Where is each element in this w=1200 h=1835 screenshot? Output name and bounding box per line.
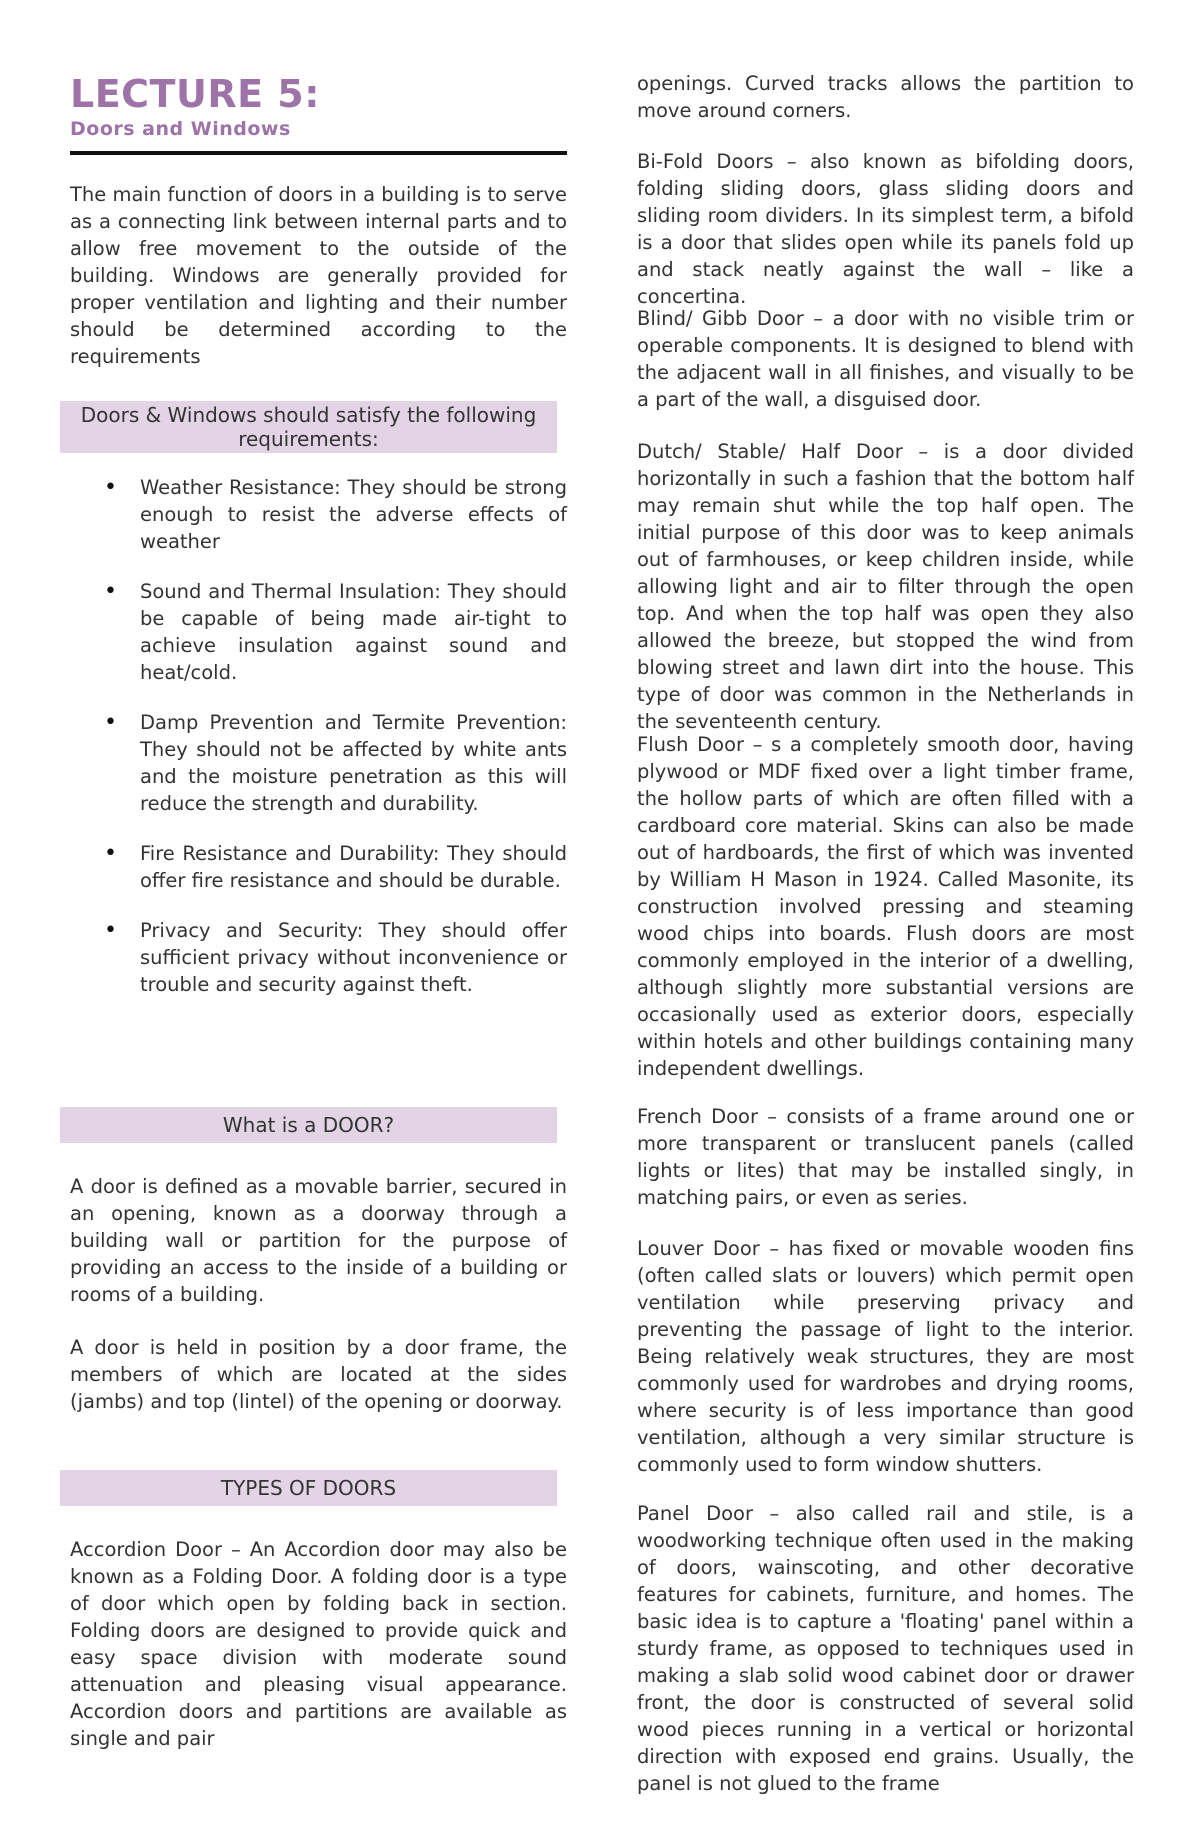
requirements-list	[70, 474, 567, 998]
requirement-item: • Fire Resistance and Durability: They should offer fire resistance and should be durable.	[140, 840, 567, 894]
requirements-heading: Doors & Windows should satisfy the following requirements:	[60, 401, 557, 453]
louver-door-paragraph: Louver Door – has fixed or movable wooden fins (often called slats or louvers) which permit open ventilation while preserving privacy and preventing the passage of light to the interior. Being relatively weak structures, they are most commonly used for wardrobes and drying rooms, where security is of less importance than good ventilation, although a very similar structure is commonly used to form window shutters.	[637, 1237, 1134, 1476]
requirement-item: • Privacy and Security: They should offer sufficient privacy without inconvenience or trouble and security against theft.	[140, 917, 567, 998]
requirement-item: • Weather Resistance: They should be strong enough to resist the adverse effects of weather	[140, 474, 567, 555]
requirements-list-wrapper	[70, 474, 567, 1021]
bifold-door-paragraph: Bi-Fold Doors – also known as bifolding doors, folding sliding doors, glass sliding doors and sliding room dividers. In its simplest term, a bifold is a door that slides open while its panels fold up and stack neatly against the wall – like a concertina.	[637, 150, 1134, 308]
blind-gibb-door-paragraph: Blind/ Gibb Door – a door with no visible trim or operable components. It is designed to blend with the adjacent wall in all finishes, and visually to be a part of the wall, a disguised door.	[637, 307, 1134, 411]
title-divider	[70, 151, 567, 155]
accordion-door-paragraph: Accordion Door – An Accordion door may also be known as a Folding Door. A folding door is a type of door which open by folding back in section. Folding doors are designed to provide quick and easy space division with moderate sound attenuation and pleasing visual appearance. Accordion doors and partitions are available as single and pair	[70, 1538, 567, 1750]
dutch-door-paragraph: Dutch/ Stable/ Half Door – is a door divided horizontally in such a fashion that the bottom half may remain shut while the top half open. The initial purpose of this door was to keep animals out of farmhouses, or keep children inside, while allowing light and air to filter through the open top. And when the top half was open they also allowed the breeze, but stopped the wind from blowing street and lawn dirt into the house. This type of door was common in the Netherlands in the seventeenth century.	[637, 440, 1134, 733]
lecture-subtitle: Doors and Windows	[70, 118, 291, 140]
flush-door-paragraph: Flush Door – s a completely smooth door, having plywood or MDF fixed over a light timber frame, the hollow parts of which are often filled with a cardboard core material. Skins can also be made out of hardboards, the first of which was invented by William H Mason in 1924. Called Masonite, its construction involved pressing and steaming wood chips into boards. Flush doors are most commonly employed in the interior of a dwelling, although slightly more substantial versions are occasionally used as exterior doors, especially within hotels and other buildings containing many independent dwellings.	[637, 733, 1134, 1080]
door-definition-heading: What is a DOOR?	[60, 1107, 557, 1143]
lecture-title: LECTURE 5:	[70, 72, 320, 116]
intro-paragraph: The main function of doors in a building is to serve as a connecting link between internal parts and to allow free movement to the outside of the building. Windows are generally provided for proper ventilation and lighting and their number should be determined according to the requirements	[70, 183, 567, 368]
accordion-door-continued: openings. Curved tracks allows the partition to move around corners.	[637, 72, 1134, 122]
panel-door-paragraph: Panel Door – also called rail and stile, is a woodworking technique often used in the making of doors, wainscoting, and other decorative features for cabinets, furniture, and homes. The basic idea is to capture a 'floating' panel within a sturdy frame, as opposed to techniques used in making a slab solid wood cabinet door or drawer front, the door is constructed of several solid wood pieces running in a vertical or horizontal direction with exposed end grains. Usually, the panel is not glued to the frame	[637, 1502, 1134, 1795]
types-of-doors-heading: TYPES OF DOORS	[60, 1470, 557, 1506]
requirement-item: • Sound and Thermal Insulation: They should be capable of being made air-tight to achieve insulation against sound and heat/cold.	[140, 578, 567, 686]
door-definition-paragraph: A door is defined as a movable barrier, secured in an opening, known as a doorway through a building wall or partition for the purpose of providing an access to the inside of a building or rooms of a building.	[70, 1175, 567, 1306]
door-frame-paragraph: A door is held in position by a door frame, the members of which are located at the sides (jambs) and top (lintel) of the opening or doorway.	[70, 1336, 567, 1413]
requirement-item: • Damp Prevention and Termite Prevention: They should not be affected by white ants and the moisture penetration as this will reduce the strength and durability.	[140, 709, 567, 817]
french-door-paragraph: French Door – consists of a frame around one or more transparent or translucent panels (called lights or lites) that may be installed singly, in matching pairs, or even as series.	[637, 1105, 1134, 1209]
